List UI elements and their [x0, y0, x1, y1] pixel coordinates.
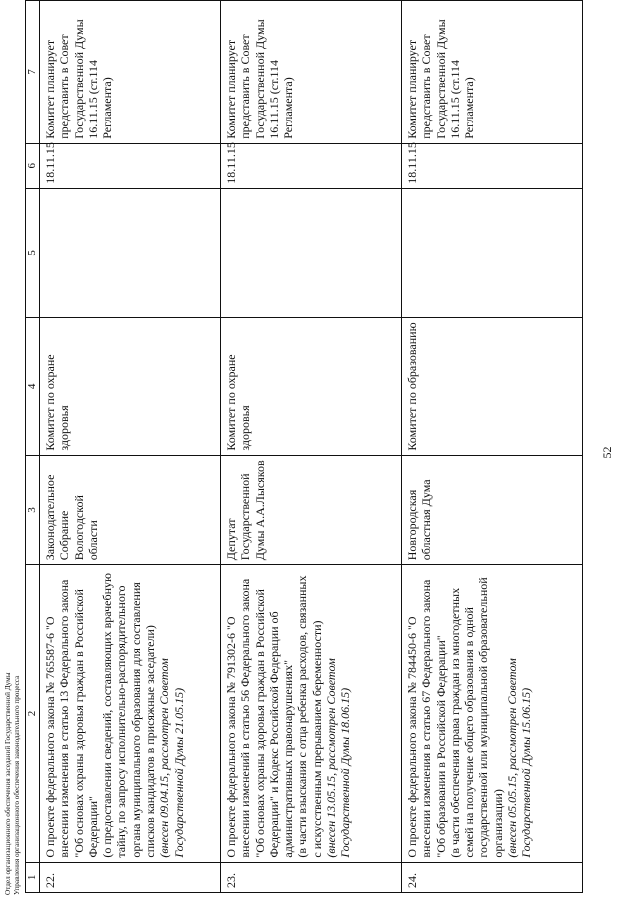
bill-description: (в части взыскания с отца ребенка расходов, связанных с искусственным прерыванием беременности)	[295, 575, 324, 858]
date-cell: 18.11.15	[221, 143, 402, 188]
table-row	[221, 1, 402, 893]
plan-cell: Комитет планирует представить в Совет Государственной Думы 16.11.15 (ст.114 Регламента)	[221, 1, 402, 144]
column-header: 1	[26, 862, 40, 892]
author-cell: Новгородская областная Дума	[402, 455, 583, 565]
bill-description: (в части обеспечения права граждан из многодетных семей на получение общего образования в одной государственной или муниципальной образовательной организации)	[447, 577, 505, 858]
author-cell: Законодательное Собрание Вологодской области	[40, 455, 221, 565]
bill-note: (внесен 13.05.15, рассмотрен Советом Государственной Думы 18.06.15)	[324, 658, 353, 858]
bill-description: (о предоставлении сведений, составляющих врачебную тайну, по запросу исполнительно-распорядительного органа муниципального образования для составления списков кандидатов в присяжные заседатели)	[100, 573, 158, 858]
bills-table	[25, 0, 583, 893]
page-number: 52	[600, 446, 614, 459]
table-row	[402, 1, 583, 893]
date-cell: 18.11.15	[402, 143, 583, 188]
bill-note: (внесен 09.04.15, рассмотрен Советом Государственной Думы 21.05.15)	[157, 658, 186, 858]
column-header: 4	[26, 318, 40, 455]
footer-line: Управления организационного обеспечения законодательного процесса	[13, 675, 21, 895]
footer	[4, 672, 22, 895]
plan-cell: Комитет планирует представить в Совет Государственной Думы 16.11.15 (ст.114 Регламента)	[402, 1, 583, 144]
empty-cell	[221, 188, 402, 318]
plan-cell: Комитет планирует представить в Совет Государственной Думы 16.11.15 (ст.114 Регламента)	[40, 1, 221, 144]
bill-title: О проекте федерального закона № 784450-6 "О внесении изменения в статью 67 Федерального закона "Об образовании в Российской Федерации"	[405, 579, 448, 858]
bill-cell	[40, 565, 221, 862]
column-header: 3	[26, 455, 40, 565]
bill-cell	[402, 565, 583, 862]
empty-cell	[402, 188, 583, 318]
empty-cell	[40, 188, 221, 318]
footer-line: Отдел организационного обеспечения заседаний Государственной Думы	[4, 672, 12, 895]
committee-cell: Комитет по охране здоровья	[221, 318, 402, 455]
bill-note: (внесен 05.05.15, рассмотрен Советом Государственной Думы 15.06.15)	[505, 658, 534, 858]
column-header: 5	[26, 188, 40, 318]
author-cell: Депутат Государственной Думы А.А.Лысяков	[221, 455, 402, 565]
bill-title: О проекте федерального закона № 791302-6 "О внесении изменений в статью 56 Федерального закона "Об основах охраны здоровья граждан в Российской Федерации" и Кодекс Российской Федерации об административных правонарушениях"	[224, 578, 296, 858]
column-header: 6	[26, 143, 40, 188]
row-number: 24.	[402, 862, 583, 892]
table-row	[40, 1, 221, 893]
column-header: 2	[26, 565, 40, 862]
date-cell: 18.11.15	[40, 143, 221, 188]
row-number: 23.	[221, 862, 402, 892]
bill-cell	[221, 565, 402, 862]
header-row	[26, 1, 40, 893]
column-header: 7	[26, 1, 40, 144]
committee-cell: Комитет по охране здоровья	[40, 318, 221, 455]
bill-title: О проекте федерального закона № 765587-6 "О внесении изменения в статью 13 Федерального закона "Об основах охраны здоровья граждан в Российской Федерации"	[43, 579, 100, 858]
committee-cell: Комитет по образованию	[402, 318, 583, 455]
row-number: 22.	[40, 862, 221, 892]
